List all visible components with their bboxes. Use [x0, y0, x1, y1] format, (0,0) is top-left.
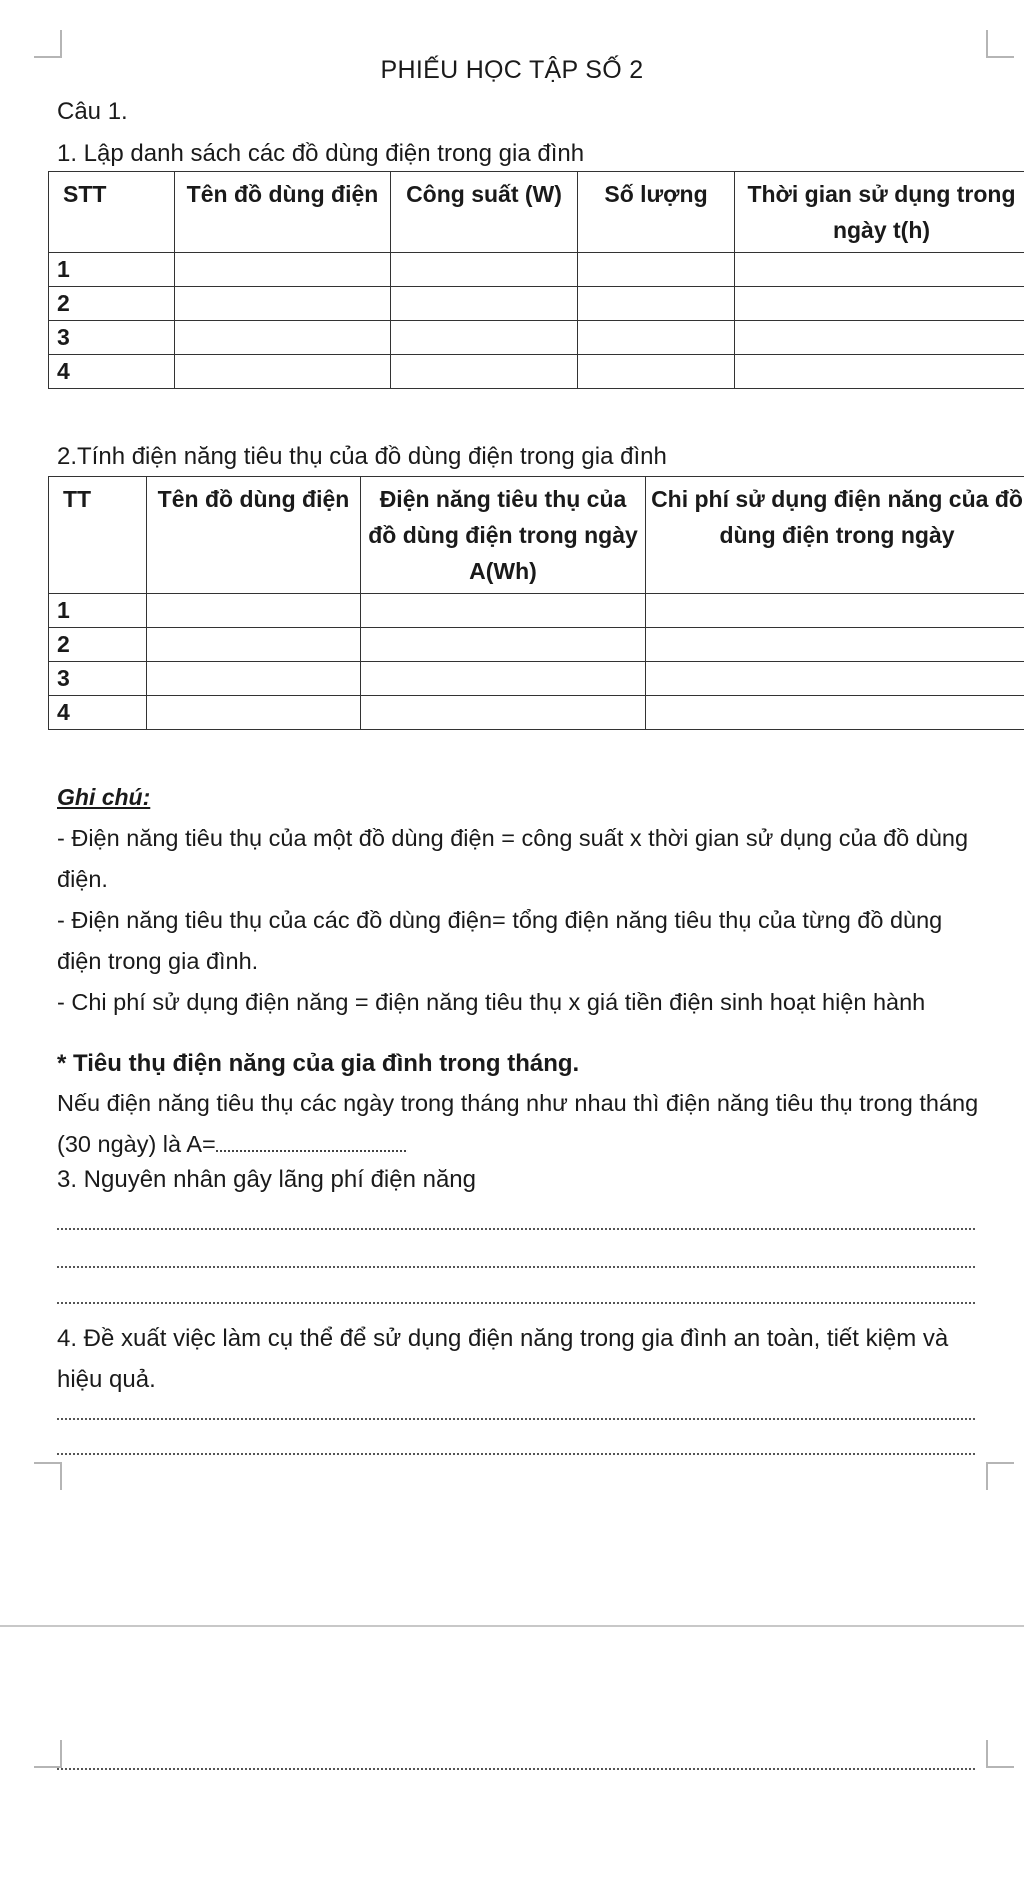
note-item: - Chi phí sử dụng điện năng = điện năng tiêu thụ x giá tiền điện sinh hoạt hiện hành: [57, 989, 926, 1015]
table-row: [49, 355, 1024, 389]
row-number: 2: [49, 628, 147, 662]
appliance-list-table: [48, 171, 1024, 389]
monthly-text-content: Nếu điện năng tiêu thụ các ngày trong tháng như nhau thì điện năng tiêu thụ trong tháng (30 ngày) là A=: [57, 1090, 979, 1157]
page-separator: [0, 1625, 1024, 1627]
table-row: [49, 628, 1024, 662]
row-number: 2: [49, 287, 175, 321]
header-tt: TT: [49, 477, 147, 594]
table-row: [49, 696, 1024, 730]
crop-mark: [986, 30, 1014, 58]
page-title: PHIẾU HỌC TẬP SỐ 2: [380, 56, 644, 84]
header-stt: STT: [49, 172, 175, 253]
note-item: - Điện năng tiêu thụ của một đồ dùng điện = công suất x thời gian sử dụng của đồ dùng điện.: [57, 825, 969, 892]
table-row: [49, 321, 1024, 355]
table-header-row: [49, 477, 1024, 594]
section2-heading: 2.Tính điện năng tiêu thụ của đồ dùng điện trong gia đình: [57, 443, 667, 470]
row-number: 3: [49, 662, 147, 696]
monthly-text: [57, 1083, 987, 1165]
section1-heading: 1. Lập danh sách các đồ dùng điện trong gia đình: [57, 140, 585, 167]
row-number: 3: [49, 321, 175, 355]
energy-consumption-table: [48, 476, 1024, 730]
answer-dotted-line[interactable]: [57, 1266, 975, 1268]
answer-blank[interactable]: [216, 1134, 406, 1152]
crop-mark: [34, 1740, 62, 1768]
question-label: Câu 1.: [57, 98, 128, 125]
crop-mark: [986, 1462, 1014, 1490]
header-quantity: Số lượng: [578, 172, 735, 253]
header-appliance-name: Tên đồ dùng điện: [147, 477, 361, 594]
crop-mark: [34, 1462, 62, 1490]
monthly-heading: * Tiêu thụ điện năng của gia đình trong tháng.: [57, 1050, 580, 1077]
header-daily-energy: Điện năng tiêu thụ của đồ dùng điện trong ngày A(Wh): [361, 477, 646, 594]
table-row: [49, 287, 1024, 321]
row-number: 1: [49, 594, 147, 628]
answer-dotted-line[interactable]: [57, 1453, 975, 1455]
table-header-row: [49, 172, 1024, 253]
crop-mark: [34, 30, 62, 58]
crop-mark: [986, 1740, 1014, 1768]
table-row: [49, 253, 1024, 287]
table-row: [49, 662, 1024, 696]
section4-heading: 4. Đề xuất việc làm cụ thể để sử dụng điện năng trong gia đình an toàn, tiết kiệm và hiệu quả.: [57, 1325, 949, 1393]
notes-title: Ghi chú:: [57, 784, 151, 810]
answer-dotted-line[interactable]: [57, 1302, 975, 1304]
row-number: 1: [49, 253, 175, 287]
row-number: 4: [49, 696, 147, 730]
row-number: 4: [49, 355, 175, 389]
table-row: [49, 594, 1024, 628]
note-item: - Điện năng tiêu thụ của các đồ dùng điện= tổng điện năng tiêu thụ của từng đồ dùng điện trong gia đình.: [57, 907, 943, 974]
header-daily-cost: Chi phí sử dụng điện năng của đồ dùng điện trong ngày: [646, 477, 1024, 594]
answer-dotted-line[interactable]: [57, 1418, 975, 1420]
header-power: Công suất (W): [391, 172, 578, 253]
header-usage-time: Thời gian sử dụng trong ngày t(h): [735, 172, 1024, 253]
answer-dotted-line[interactable]: [57, 1228, 975, 1230]
answer-dotted-line[interactable]: [57, 1768, 975, 1770]
header-appliance-name: Tên đồ dùng điện: [175, 172, 391, 253]
section3-heading: 3. Nguyên nhân gây lãng phí điện năng: [57, 1166, 477, 1193]
